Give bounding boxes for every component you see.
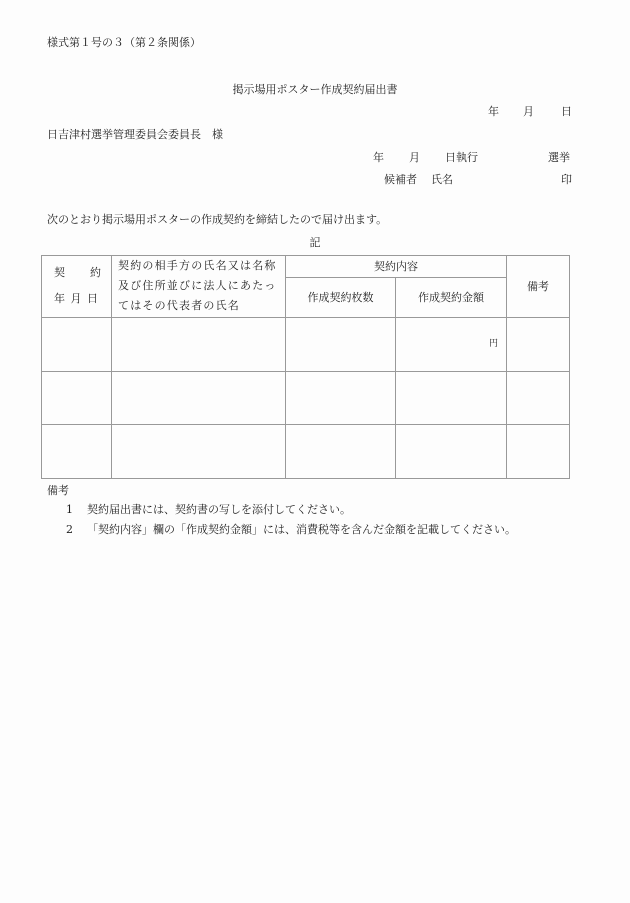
cell-party[interactable] bbox=[112, 371, 286, 425]
table-row bbox=[42, 425, 570, 479]
note-number: 1 bbox=[66, 503, 73, 516]
seal-mark: 印 bbox=[561, 173, 572, 186]
candidate-name-label: 氏名 bbox=[431, 173, 453, 186]
header-contract-party: 契約の相手方の氏名又は名称及び住所並びに法人にあたってはその代表者の氏名 bbox=[112, 256, 286, 318]
header-text: 日 bbox=[87, 292, 98, 306]
cell-date[interactable] bbox=[42, 317, 112, 371]
header-text: 月 bbox=[70, 292, 82, 306]
date-year: 年 bbox=[488, 105, 499, 118]
yen-unit: 円 bbox=[488, 338, 498, 349]
cell-party[interactable] bbox=[112, 425, 286, 479]
date-day: 日 bbox=[561, 105, 572, 118]
note-text: 契約届出書には、契約書の写しを添付してください。 bbox=[87, 503, 351, 516]
cell-remarks[interactable] bbox=[507, 425, 570, 479]
election-held-day: 日執行 bbox=[445, 151, 478, 164]
candidate-info bbox=[384, 173, 572, 187]
cell-remarks[interactable] bbox=[507, 317, 570, 371]
election-info bbox=[373, 151, 570, 165]
header-text: 年 bbox=[54, 292, 65, 306]
cell-date[interactable] bbox=[42, 425, 112, 479]
table-row bbox=[42, 317, 570, 371]
header-contract-amount: 作成契約金額 bbox=[396, 277, 507, 317]
cell-date[interactable] bbox=[42, 371, 112, 425]
cell-count[interactable] bbox=[286, 317, 396, 371]
header-contract-date bbox=[42, 256, 112, 318]
ki-heading: 記 bbox=[309, 236, 321, 249]
cell-count[interactable] bbox=[286, 371, 396, 425]
header-text: 約 bbox=[90, 266, 101, 280]
table-row bbox=[42, 371, 570, 425]
note-item bbox=[66, 523, 516, 537]
document-title: 掲示場用ポスター作成契約届出書 bbox=[232, 83, 398, 96]
intro-text: 次のとおり掲示場用ポスターの作成契約を締結したので届け出ます。 bbox=[47, 213, 388, 226]
addressee: 日吉津村選挙管理委員会委員長 様 bbox=[47, 128, 223, 141]
cell-party[interactable] bbox=[112, 317, 286, 371]
header-remarks: 備考 bbox=[507, 256, 570, 318]
election-year: 年 bbox=[373, 151, 384, 164]
note-item bbox=[66, 503, 351, 517]
date-month: 月 bbox=[523, 105, 534, 118]
header-poster-count: 作成契約枚数 bbox=[286, 277, 396, 317]
header-text: 契 bbox=[54, 266, 65, 280]
cell-amount[interactable] bbox=[396, 371, 507, 425]
cell-amount[interactable] bbox=[396, 425, 507, 479]
form-number: 様式第１号の３（第２条関係） bbox=[47, 36, 201, 49]
cell-count[interactable] bbox=[286, 425, 396, 479]
notes-label: 備考 bbox=[47, 484, 69, 497]
note-text: 「契約内容」欄の「作成契約金額」には、消費税等を含んだ金額を記載してください。 bbox=[87, 523, 516, 536]
election-name: 選挙 bbox=[548, 151, 570, 164]
note-number: 2 bbox=[66, 523, 73, 536]
header-contract-content: 契約内容 bbox=[286, 256, 507, 278]
election-month: 月 bbox=[409, 151, 420, 164]
cell-amount[interactable] bbox=[396, 317, 507, 371]
candidate-label: 候補者 bbox=[384, 173, 417, 186]
cell-remarks[interactable] bbox=[507, 371, 570, 425]
submission-date bbox=[488, 105, 572, 119]
contract-table bbox=[41, 255, 570, 479]
